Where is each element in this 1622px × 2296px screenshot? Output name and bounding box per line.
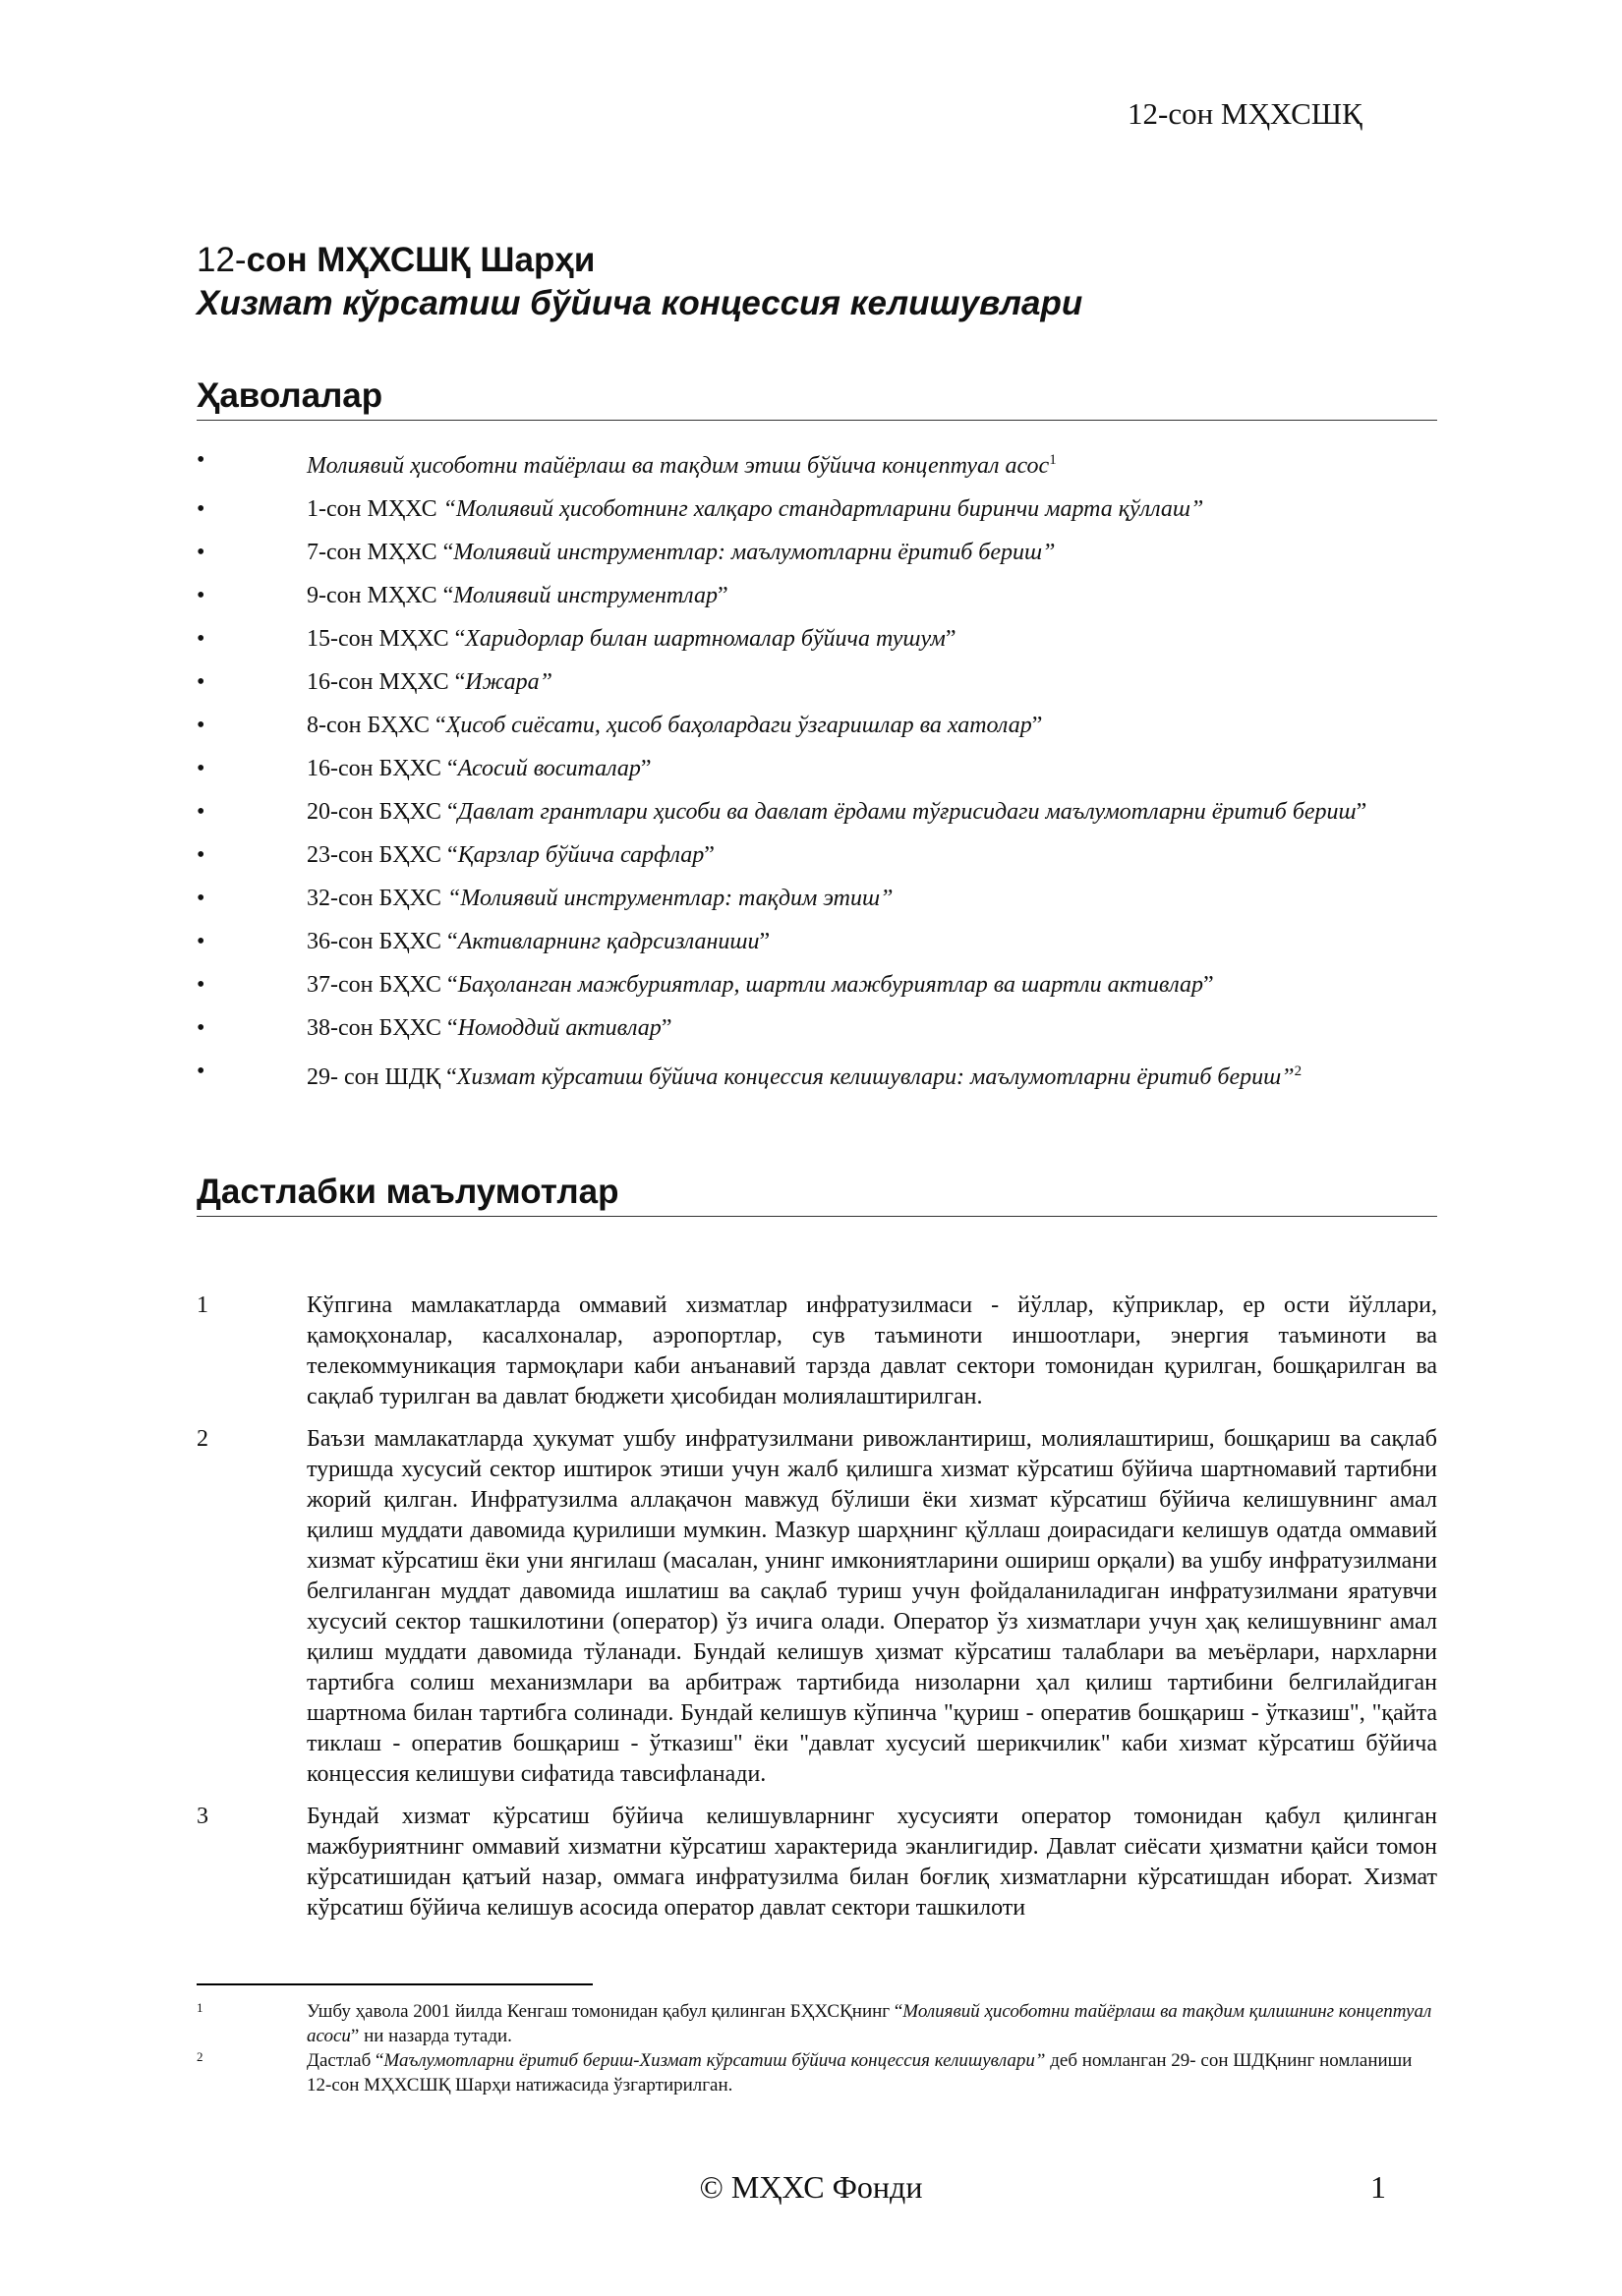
bullet-icon: • [197, 540, 205, 565]
paragraph-number: 2 [197, 1426, 208, 1452]
reference-suffix: ” [717, 583, 728, 608]
bullet-icon: • [197, 583, 205, 608]
paragraph-number: 1 [197, 1292, 208, 1318]
footnote [197, 2048, 1437, 2097]
reference-prefix: 1-сон МҲХС [307, 496, 443, 522]
footnote-suffix: ” ни назарда тутади. [350, 2026, 512, 2046]
reference-item [197, 797, 1437, 828]
reference-suffix: ” [661, 1015, 672, 1041]
reference-prefix: 29- сон ШДҚ “ [307, 1064, 457, 1090]
reference-title: “Молиявий инструментлар: тақдим этиш” [447, 886, 894, 911]
footnote-separator [197, 1983, 593, 1985]
bullet-icon: • [197, 799, 205, 825]
reference-item [197, 581, 1437, 611]
bullet-icon: • [197, 756, 205, 781]
document-title [197, 239, 1435, 325]
reference-suffix: ” [1031, 713, 1043, 738]
footnote-ref: 2 [1294, 1063, 1303, 1079]
footnote-ref: 1 [1049, 452, 1057, 468]
footnote-title: Молиявий ҳисоботни тайёрлаш ва тақдим қилишнинг концептуал асоси [307, 2001, 1432, 2046]
reference-prefix: 32-сон БҲХС [307, 886, 448, 911]
title-subtitle: Хизмат кўрсатиш бўйича концессия келишувлари [197, 284, 1083, 322]
reference-item [197, 1057, 1437, 1093]
bullet-icon: • [197, 626, 205, 652]
paragraph-text: Баъзи мамлакатларда ҳукумат ушбу инфратузилмани ривожлантириш, молиялаштириш, бошқариш ва сақлаб туришда хусусий сектор иштирок этиши учун жалб қилишга хизмат кўрсатиш бўйича шартномавий тартибни жорий қилган. Инфратузилма аллақачон мавжуд бўлиши ёки хизмат кўрсатиш бўйича келишувнинг амал қилиш муддати давомида қурилиши мумкин. Мазкур шарҳнинг қўллаш доирасидаги келишув одатда оммавий хизмат кўрсатиш ёки уни янгилаш (масалан, унинг имкониятларини ошириш орқали) ва ушбу инфратузилмани белгиланган муддат давомида ишлатиш ва сақлаб туриш учун фойдаланиладиган инфратузилмани яратувчи хусусий сектор ташкилотини (оператор) ўз ичига олади. Оператор ўз хизматлари учун ҳақ келишувнинг амал қилиш муддати давомида тўланади. Бундай келишув ҳизмат кўрсатиш талаблари ва меъёрлари, нархларни тартибга солиш механизмлари ва арбитраж тартибида низоларни ҳал қилиш тартибини белгилайдиган шартнома билан тартибга солинади. Бундай келишув кўпинча "қуриш - оператив бошқариш - ўтказиш", "қайта тиклаш - оператив бошқариш - ўтказиш" ёки "давлат хусусий шерикчилик" каби хизмат кўрсатиш бўйича концессия келишуви сифатида тавсифланади. [307, 1426, 1437, 1787]
background-paragraphs [197, 1291, 1437, 1935]
background-heading: Дастлабки маълумотлар [197, 1173, 1437, 1217]
footnote-title: Маълумотларни ёритиб бериш-Хизмат кўрсатиш бўйича концессия келишувлари” [383, 2050, 1046, 2071]
footnotes [197, 1999, 1437, 2097]
title-number: 12- [197, 241, 247, 279]
bullet-icon: • [197, 496, 205, 522]
references-list [197, 445, 1437, 1106]
reference-title: Баҳоланган мажбуриятлар, шартли мажбуриятлар ва шартли активлар [457, 972, 1204, 998]
reference-title: Давлат грантлари ҳисоби ва давлат ёрдами тўғрисидаги маълумотларни ёритиб бериш [457, 799, 1357, 825]
reference-prefix: 38-сон БҲХС “ [307, 1015, 458, 1041]
reference-prefix: 23-сон БҲХС “ [307, 842, 458, 868]
reference-title: Хизмат кўрсатиш бўйича концессия келишувлари: маълумотларни ёритиб бериш” [456, 1064, 1295, 1090]
footer-copyright: © МҲХС Фонди [699, 2169, 923, 2205]
reference-prefix: 7-сон МҲХС “ [307, 540, 454, 565]
reference-title: Молиявий инструментлар: маълумотларни ёритиб бериш” [453, 540, 1056, 565]
reference-item [197, 538, 1437, 568]
bullet-icon: • [197, 972, 205, 998]
reference-title: “Молиявий ҳисоботнинг халқаро стандартларини биринчи марта қўллаш” [442, 496, 1204, 522]
reference-title: Номоддий активлар [457, 1015, 662, 1041]
footnote-prefix: Дастлаб “ [307, 2050, 384, 2071]
references-heading: Ҳаволалар [197, 376, 1437, 421]
reference-item [197, 754, 1437, 784]
reference-title: Ижара” [465, 669, 552, 695]
reference-title: Активларнинг қадрсизланиши [457, 929, 760, 954]
footnote-prefix: Ушбу ҳавола 2001 йилда Кенгаш томонидан қабул қилинган БҲХСҚнинг “ [307, 2001, 903, 2022]
reference-suffix: ” [1356, 799, 1367, 825]
paragraph [197, 1424, 1437, 1790]
paragraph [197, 1291, 1437, 1412]
reference-item [197, 970, 1437, 1001]
reference-item [197, 494, 1437, 525]
reference-title: Ҳисоб сиёсати, ҳисоб баҳолардаги ўзгаришлар ва хатолар [445, 713, 1032, 738]
reference-item [197, 840, 1437, 871]
reference-item [197, 1013, 1437, 1044]
running-header: 12-сон МҲХСШҚ [1128, 96, 1362, 131]
reference-item [197, 445, 1437, 482]
reference-item [197, 884, 1437, 914]
reference-item [197, 711, 1437, 741]
reference-suffix: ” [945, 626, 956, 652]
footnote [197, 1999, 1437, 2048]
reference-prefix: 20-сон БҲХС “ [307, 799, 458, 825]
reference-title: Молиявий инструментлар [453, 583, 718, 608]
title-main: сон МҲХСШҚ Шарҳи [246, 241, 596, 279]
reference-prefix: 16-сон МҲХС “ [307, 669, 466, 695]
reference-suffix: ” [1203, 972, 1214, 998]
reference-suffix: ” [640, 756, 652, 781]
reference-prefix: 15-сон МҲХС “ [307, 626, 466, 652]
reference-item [197, 624, 1437, 655]
bullet-icon: • [197, 669, 205, 695]
page-number: 1 [1370, 2169, 1386, 2205]
reference-prefix: 36-сон БҲХС “ [307, 929, 458, 954]
bullet-icon: • [197, 842, 205, 868]
paragraph-text: Кўпгина мамлакатларда оммавий хизматлар инфратузилмаси - йўллар, кўприклар, ер ости йўллари, қамоқхоналар, касалхоналар, аэропортлар, сув таъминоти иншоотлари, энергия таъминоти ва телекоммуникация тармоқлари каби анъанавий тарзда давлат сектори томонидан қурилган, бошқарилган ва сақлаб турилган ва давлат бюджети ҳисобидан молиялаштирилган. [307, 1292, 1437, 1409]
reference-title: Харидорлар билан шартномалар бўйича тушум [465, 626, 946, 652]
reference-prefix: 37-сон БҲХС “ [307, 972, 458, 998]
bullet-icon: • [197, 713, 205, 738]
paragraph [197, 1802, 1437, 1923]
bullet-icon: • [197, 1059, 205, 1084]
reference-item [197, 927, 1437, 957]
bullet-icon: • [197, 886, 205, 911]
footnote-number: 2 [197, 2049, 203, 2064]
reference-title: Асосий воситалар [457, 756, 641, 781]
paragraph-text: Бундай хизмат кўрсатиш бўйича келишувларнинг хусусияти оператор томонидан қабул қилинган мажбуриятнинг оммавий хизматни кўрсатиш характерида эканлигидир. Давлат сиёсати ҳизматни қайси томон кўрсатишидан қатъий назар, оммага инфратузилма билан боғлиқ хизматларни кўрсатишдан иборат. Хизмат кўрсатиш бўйича келишув асосида оператор давлат сектори ташкилоти [307, 1804, 1437, 1921]
bullet-icon: • [197, 447, 205, 473]
reference-prefix: 9-сон МҲХС “ [307, 583, 454, 608]
reference-item [197, 667, 1437, 698]
paragraph-number: 3 [197, 1804, 208, 1829]
bullet-icon: • [197, 1015, 205, 1041]
footnote-number: 1 [197, 2000, 203, 2015]
reference-suffix: ” [759, 929, 771, 954]
reference-prefix: 16-сон БҲХС “ [307, 756, 458, 781]
reference-prefix: 8-сон БҲХС “ [307, 713, 446, 738]
bullet-icon: • [197, 929, 205, 954]
reference-title: Молиявий ҳисоботни тайёрлаш ва тақдим этиш бўйича концептуал асос [307, 453, 1050, 479]
reference-title: Қарзлар бўйича сарфлар [457, 842, 705, 868]
footnote-suffix: деб номланган 29- сон ШДҚнинг номланиши 12-сон МҲХСШҚ Шарҳи натижасида ўзгартирилган. [307, 2050, 1413, 2095]
reference-suffix: ” [704, 842, 715, 868]
